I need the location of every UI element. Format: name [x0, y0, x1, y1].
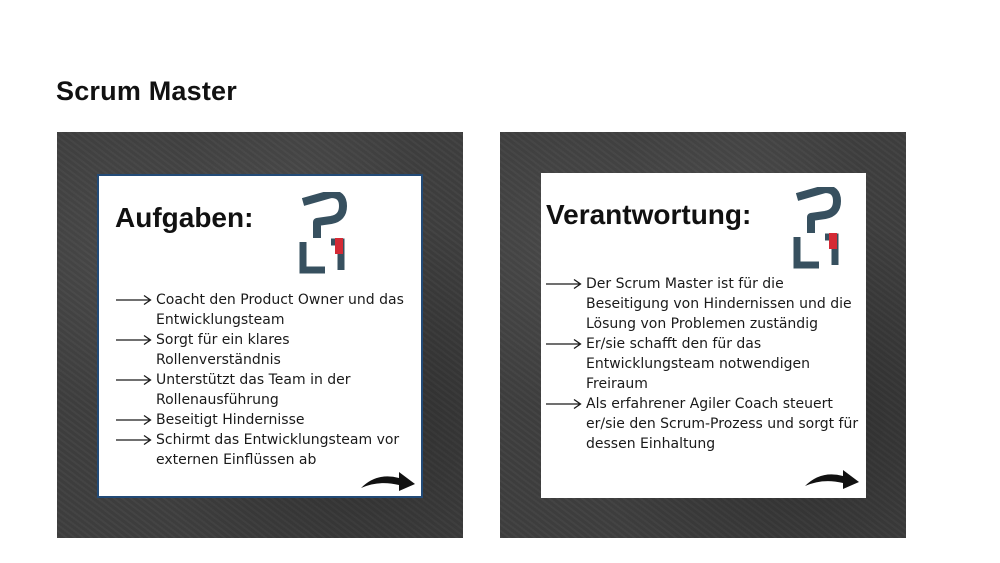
list-item — [115, 370, 415, 410]
right-panel — [500, 132, 906, 538]
list-item — [545, 334, 863, 394]
long-right-arrow-icon — [545, 278, 583, 290]
long-right-arrow-icon — [115, 334, 153, 346]
list-item — [115, 330, 415, 370]
curved-next-arrow-icon[interactable] — [359, 468, 417, 492]
long-right-arrow-icon — [115, 414, 153, 426]
responsibility-heading: Verantwortung: — [546, 199, 752, 230]
logo-icon — [297, 192, 347, 274]
list-item-text: Unterstützt das Team in der Rollenausführung — [156, 372, 351, 408]
list-item — [115, 430, 415, 470]
curved-next-arrow-icon[interactable] — [803, 466, 861, 490]
tasks-card — [97, 174, 423, 498]
long-right-arrow-icon — [545, 338, 583, 350]
long-right-arrow-icon — [115, 294, 153, 306]
list-item — [115, 290, 415, 330]
list-item-text: Coacht den Product Owner und das Entwicklungsteam — [156, 292, 404, 328]
page-title: Scrum Master — [56, 76, 237, 106]
responsibility-list — [545, 274, 863, 454]
list-item-text: Sorgt für ein klares Rollenverständnis — [156, 332, 290, 368]
list-item — [545, 274, 863, 334]
tasks-heading: Aufgaben: — [115, 202, 254, 233]
list-item — [115, 410, 415, 430]
list-item — [545, 394, 863, 454]
list-item-text: Der Scrum Master ist für die Beseitigung von Hindernissen und die Lösung von Problemen zuständig — [586, 276, 852, 332]
list-item-text: Beseitigt Hindernisse — [156, 412, 305, 428]
tasks-list — [115, 290, 415, 470]
logo-icon — [791, 187, 841, 269]
long-right-arrow-icon — [115, 434, 153, 446]
responsibility-card — [541, 173, 866, 498]
list-item-text: Als erfahrener Agiler Coach steuert er/sie den Scrum-Prozess und sorgt für dessen Einhaltung — [586, 396, 859, 452]
long-right-arrow-icon — [545, 398, 583, 410]
long-right-arrow-icon — [115, 374, 153, 386]
list-item-text: Er/sie schafft den für das Entwicklungsteam notwendigen Freiraum — [586, 336, 810, 392]
left-panel — [57, 132, 463, 538]
list-item-text: Schirmt das Entwicklungsteam vor externen Einflüssen ab — [156, 432, 400, 468]
